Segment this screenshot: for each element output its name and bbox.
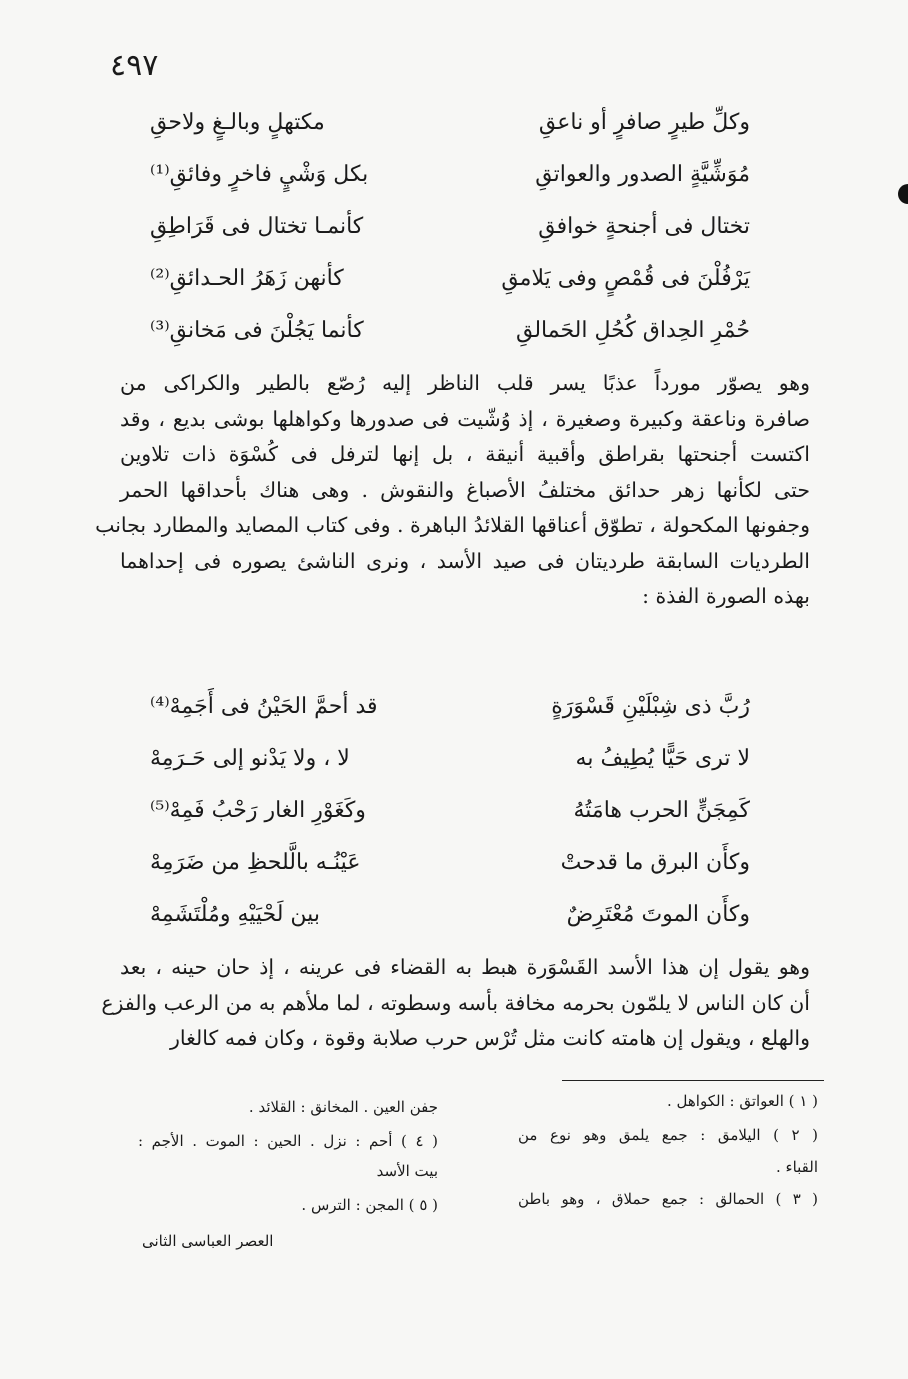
verse-block-lion [150,680,750,940]
paragraph-line: أن كان الناس لا يلمّون بحرمه مخافة بأسه وسطوته ، لما ملأهم به من الرعب والفزع [101,990,810,1015]
verse-line [150,680,750,732]
verse-second-hemistich: وكَغَوْرِ الغار رَحْبُ فَمِهْ⁽⁵⁾ [150,797,366,823]
verse-first-hemistich: وكلِّ طيرٍ صافرٍ أو ناعقِ [538,109,750,135]
paragraph-line: صافرة وناعقة وكبيرة وصغيرة ، إذ وُشّيت فى صدورها وكواهلها بوشى بديع ، وقد [120,406,810,431]
verse-block-birds [150,96,750,356]
paragraph-line: الطرديات السابقة طرديتان فى صيد الأسد ، ونرى الناشئ يصوره فى إحداهما [120,548,810,573]
paragraph-line: بهذه الصورة الفذة : [642,584,810,608]
footnote-3: ( ٣ ) الحمالق : جمع حملاق ، وهو باطن [518,1190,818,1208]
paragraph-birds [95,366,810,615]
paragraph-line: اكتست أجنحتها بقراطق وأقبية أنيقة ، بل إنها لترفل فى كُسْوَة ذات تلاوين [120,442,810,466]
verse-second-hemistich: عَيْنُـه بالَّلحظِ من ضَرَمِهْ [150,849,361,875]
verse-line [150,304,750,356]
verse-line [150,148,750,200]
page-edge-mark [898,184,908,204]
verse-second-hemistich: لا ، ولا يَدْنو إلى حَـرَمِهْ [150,745,350,771]
footnote-2-cont: القباء . [775,1158,818,1176]
verse-line [150,252,750,304]
verse-first-hemistich: حُمْرِ الحِداق كُحُلِ الحَمالقِ [515,317,750,343]
verse-line [150,784,750,836]
footnote-1: ( ١ ) العواتق : الكواهل . [667,1092,818,1110]
verse-first-hemistich: وكأَن البرق ما قدحتْ [560,849,750,875]
verse-second-hemistich: مكتهلٍ وبالـغٍ ولاحقِ [150,109,325,135]
verse-first-hemistich: تختال فى أجنحةٍ خوافقِ [538,213,750,239]
verse-first-hemistich: لا ترى حَيًّا يُطِيفُ به [575,745,750,771]
footnote-4: ( ٤ ) أحم : نزل . الحين : الموت . الأجم : [138,1132,438,1150]
footnote-5: ( ٥ ) المجن : الترس . [301,1196,438,1214]
verse-first-hemistich: كَمِجَنٍّ الحرب هامَتُهُ [573,797,750,823]
verse-line [150,888,750,940]
page-number: ٤٩٧ [110,48,159,83]
footnote-rule [562,1080,824,1081]
footnote-2: ( ٢ ) اليلامق : جمع يلمق وهو نوع من [518,1126,818,1144]
verse-second-hemistich: كأنهن زَهَرُ الحـدائقِ⁽²⁾ [150,265,344,291]
verse-line [150,836,750,888]
verse-second-hemistich: قد أحمَّ الحَيْنُ فى أَجَمِهْ⁽⁴⁾ [150,693,378,719]
verse-second-hemistich: بين لَحْيَيْهِ ومُلْتَشَمِهْ [150,901,320,927]
paragraph-line: وجفونها المكحولة ، تطوّق أعناقها القلائدُ الباهرة . وفى كتاب المصايد والمطارد بجانب [95,513,810,537]
footnote-3-cont: جفن العين . المخانق : القلائد . [248,1098,438,1116]
paragraph-line: وهو يقول إن هذا الأسد القَسْوَرة هبط به القضاء فى عرينه ، إذ حان حينه ، بعد [120,955,810,979]
verse-first-hemistich: مُوَشِّيَّةٍ الصدور والعواتقِ [535,161,750,187]
verse-second-hemistich: كأنما يَجُلْنَ فى مَخانقِ⁽³⁾ [150,317,364,343]
verse-line [150,96,750,148]
paragraph-line: والهلع ، ويقول إن هامته كانت مثل تُرْس حرب صلابة وقوة ، وكان فمه كالغار [170,1026,810,1050]
verse-second-hemistich: كأنمـا تختال فى قَرَاطِقِ [150,213,364,239]
footnote-4-cont: بيت الأسد [376,1162,438,1180]
verse-first-hemistich: رُبَّ ذى شِبْلَيْنِ قَسْوَرَةٍ [551,693,750,719]
paragraph-line: حتى لكأنها زهر حدائق مختلفُ الأصباغ والنقوش . وهى هناك بأحداقها الحمر [120,477,810,502]
paragraph-lion [101,950,810,1057]
verse-line [150,732,750,784]
verse-first-hemistich: وكأَن الموتَ مُعْتَرِضٌ [566,901,750,927]
verse-line [150,200,750,252]
running-title: العصر العباسى الثانى [142,1232,274,1250]
verse-second-hemistich: بكل وَشْيٍ فاخرٍ وفائقِ⁽¹⁾ [150,161,369,187]
paragraph-line: وهو يصوّر مورداً عذبًا يسر قلب الناظر إليه رُصّع بالطير والكراكى من [120,371,810,395]
verse-first-hemistich: يَرْفُلْنَ فى قُمْصٍ وفى يَلامقِ [501,265,750,291]
